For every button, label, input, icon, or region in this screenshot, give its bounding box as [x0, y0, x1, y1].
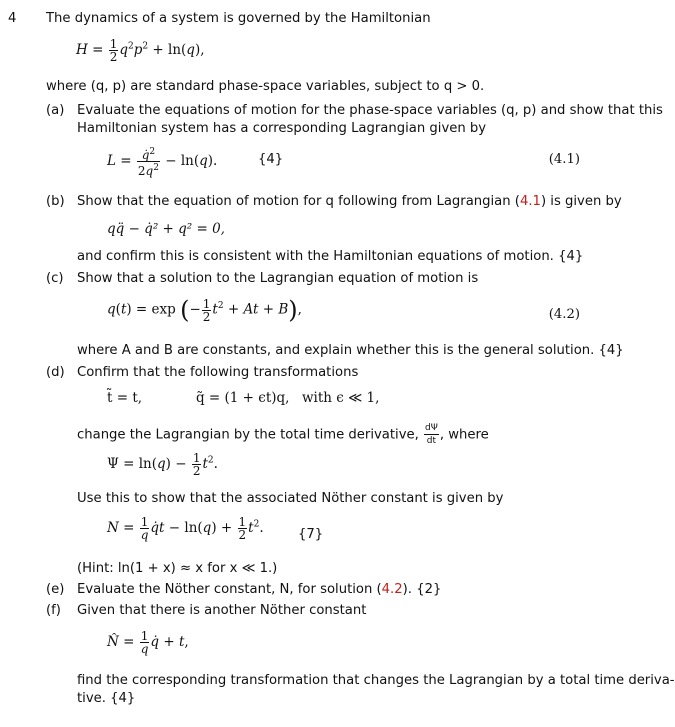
- part-f-find-1: find the corresponding transformation that changes the Lagrangian by a total time deriva-: [77, 673, 675, 688]
- psi-equation: Ψ = ln(q) − $\frac{1}{2}$ $t^2$.: [107, 451, 218, 478]
- part-d-text: Confirm that the following transformations: [77, 365, 359, 380]
- part-f-find-2-text: tive.: [77, 691, 106, 706]
- part-b-label: (b): [46, 194, 65, 209]
- solution-equation: q(t) = exp (− $\frac{1}{2}$ $t^2 + At + B$),: [107, 296, 302, 324]
- part-d-label: (d): [46, 365, 65, 380]
- part-a-label: (a): [46, 103, 65, 118]
- condition-text: where (q, p) are standard phase-space variables, subject to q > 0.: [46, 79, 485, 94]
- part-d-use: Use this to show that the associated Nöther constant is given by: [77, 491, 504, 506]
- part-a-text-1: Evaluate the equations of motion for the phase-space variables (q, p) and show that this: [77, 103, 663, 118]
- question-number: 4: [8, 11, 17, 26]
- transform-t: t̃ = t,: [107, 390, 143, 406]
- part-e-label: (e): [46, 582, 65, 597]
- ref-4-1-link[interactable]: 4.1: [519, 194, 541, 209]
- question-intro: The dynamics of a system is governed by the Hamiltonian: [46, 11, 431, 26]
- part-f-text: Given that there is another Nöther constant: [77, 603, 367, 618]
- dpsi-dt-fraction: $\frac{d\Psi}{dt}$: [425, 423, 438, 446]
- part-f-label: (f): [46, 603, 61, 618]
- noether-constant-equation: N = $\frac{1}{q}$ q̇t − ln(q) + $\frac{1}{2}$ $t^2$.: [107, 515, 264, 542]
- hamiltonian-equation: H = $\frac{1}{2}$ $q^2p^2 + \ln(q)$,: [76, 37, 205, 64]
- lagrangian-equation: L = $\frac{q̇^2}{2q^2}$ − ln(q).: [107, 147, 218, 178]
- part-b-confirm-text: and confirm this is consistent with the Hamiltonian equations of motion.: [77, 249, 554, 264]
- transform-condition: with ϵ ≪ 1,: [302, 390, 380, 406]
- part-c-where: [77, 342, 624, 360]
- part-a-marks: {4}: [258, 152, 284, 167]
- part-a-text-2: Hamiltonian system has a corresponding Lagrangian given by: [77, 121, 487, 136]
- eq-number-4-1: (4.1): [548, 152, 580, 167]
- part-c-where-text: where A and B are constants, and explain whether this is the general solution.: [77, 343, 595, 358]
- part-b-marks: {4}: [558, 249, 584, 264]
- part-e-text-pre: Evaluate the Nöther constant, N, for solution (: [77, 582, 382, 597]
- part-f-find-2: [77, 690, 135, 708]
- transform-q: q̃ = (1 + ϵt)q,: [196, 390, 290, 406]
- part-b-equation: qq̈ − q̇² + q² = 0,: [107, 221, 225, 237]
- part-d-hint: (Hint: ln(1 + x) ≈ x for x ≪ 1.): [77, 561, 278, 576]
- ref-4-2-link[interactable]: 4.2: [381, 582, 403, 597]
- eq-number-4-2: (4.2): [548, 307, 580, 322]
- part-b-text: [77, 193, 622, 211]
- part-c-label: (c): [46, 271, 64, 286]
- part-e-text: [77, 581, 441, 599]
- part-e-marks: {2}: [416, 582, 442, 597]
- part-d-change: [77, 422, 489, 447]
- part-b-text-pre: Show that the equation of motion for q following from Lagrangian (: [77, 194, 520, 209]
- part-d-change-text: change the Lagrangian by the total time derivative,: [77, 427, 419, 443]
- part-d-where-word: , where: [439, 427, 489, 443]
- part-e-text-post: ).: [402, 582, 412, 597]
- part-b-text-post: ) is given by: [540, 194, 622, 209]
- noether-constant-hat-equation: N̂ = $\frac{1}{q}$ q̇ + t,: [107, 629, 189, 656]
- part-c-marks: {4}: [598, 343, 624, 358]
- part-c-text: Show that a solution to the Lagrangian equation of motion is: [77, 271, 479, 286]
- part-b-confirm: [77, 248, 583, 266]
- part-d-marks: {7}: [298, 527, 324, 542]
- part-f-marks: {4}: [110, 691, 136, 706]
